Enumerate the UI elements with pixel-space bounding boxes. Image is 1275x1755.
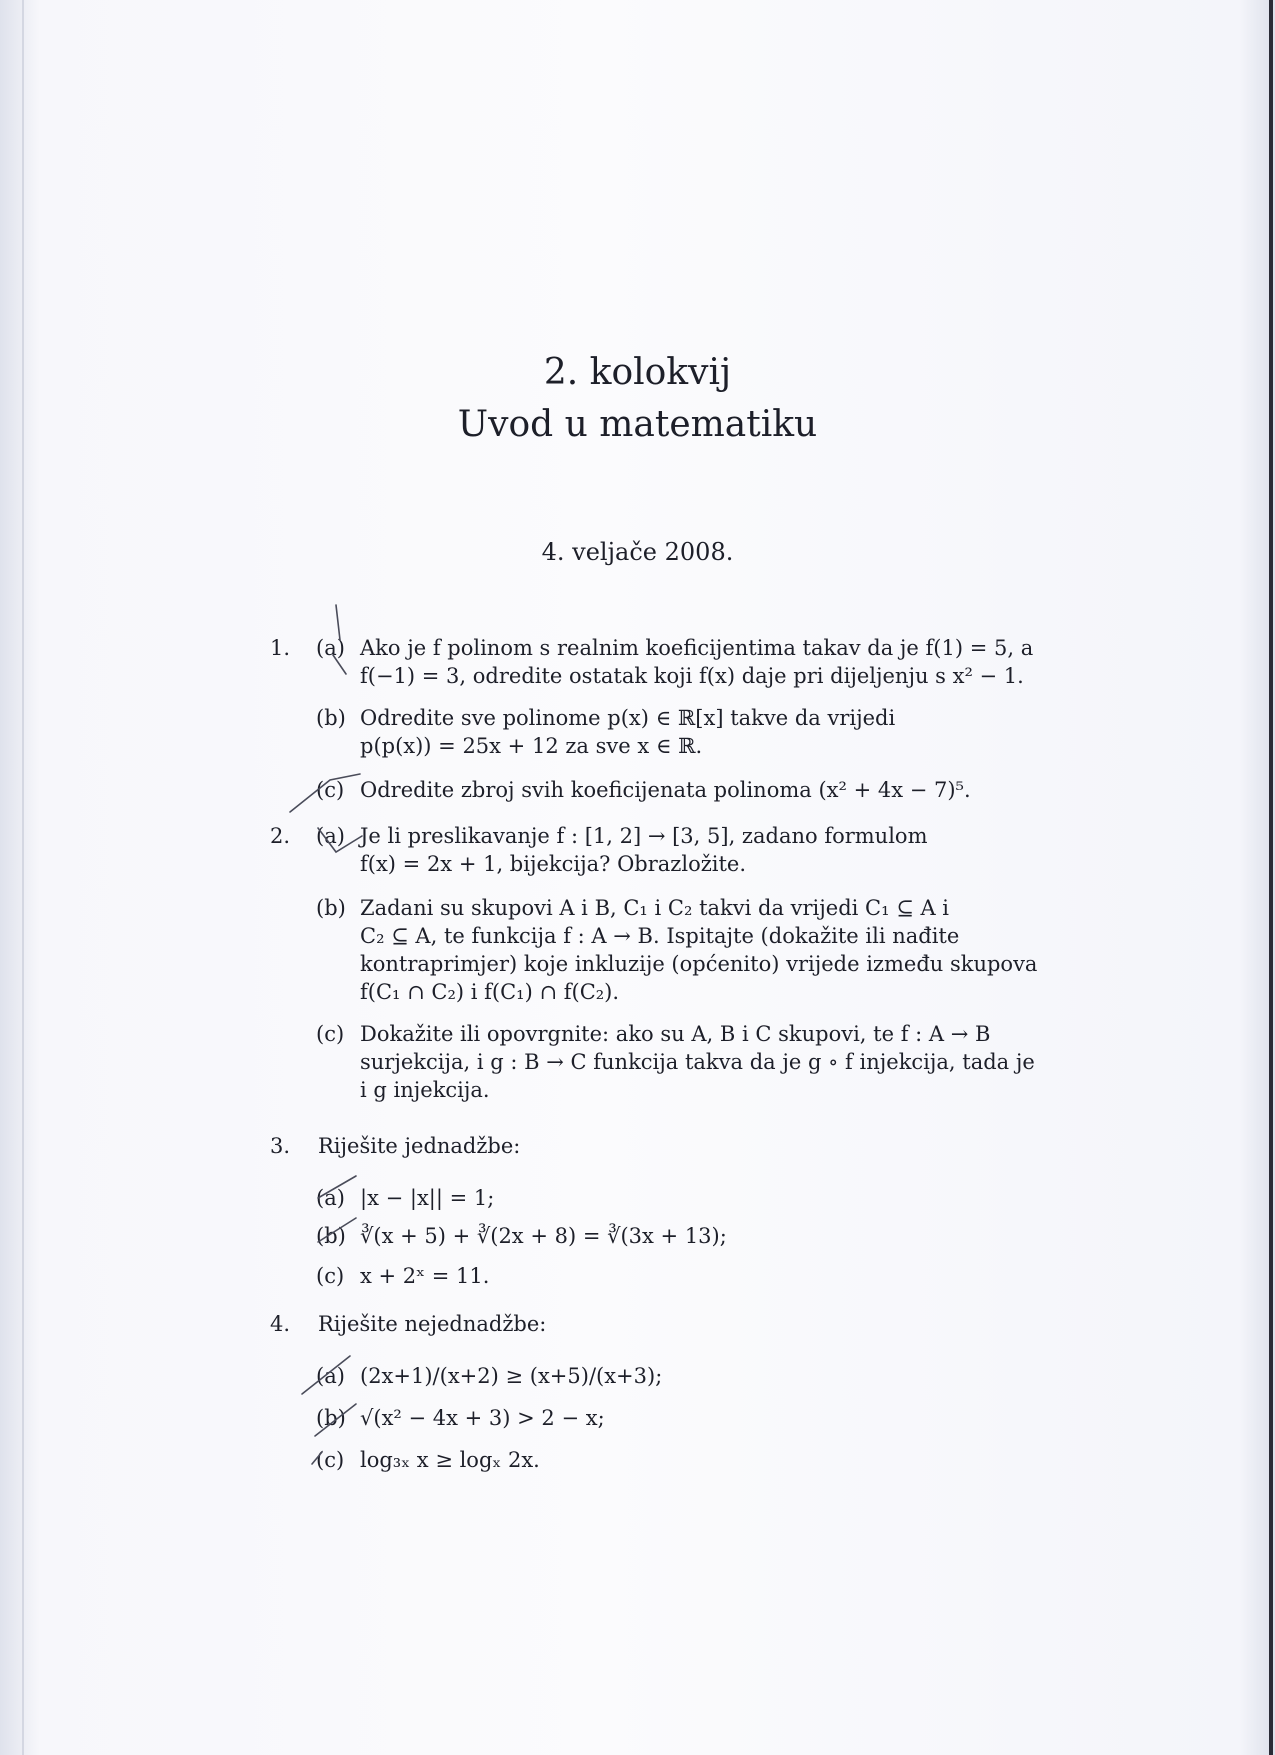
part-label: (b) xyxy=(316,896,346,920)
part-label: (a) xyxy=(316,824,345,848)
part-label: (b) xyxy=(316,1406,346,1430)
part-label: (a) xyxy=(316,1364,345,1388)
part-text: (2x+1)/(x+2) ≥ (x+5)/(x+3); xyxy=(360,1364,663,1388)
part-text: Dokažite ili opovrgnite: ako su A, B i C skupovi, te f : A → B surjekcija, i g : B → C funkcija takva da je g ∘ f injekcija, tada je i g injekcija. xyxy=(360,1022,1035,1102)
page-edge-left xyxy=(22,0,24,1755)
part-text: Odredite sve polinome p(x) ∈ ℝ[x] takve da vrijedi p(p(x)) = 25x + 12 za sve x ∈ ℝ. xyxy=(360,706,896,758)
part-label: (c) xyxy=(316,1022,345,1046)
problem-intro: Riješite nejednadžbe: xyxy=(318,1312,547,1336)
problem-number: 2. xyxy=(270,824,291,848)
course-title: Uvod u matematiku xyxy=(457,404,818,445)
problem-number: 3. xyxy=(270,1134,291,1158)
part-text: |x − |x|| = 1; xyxy=(360,1186,495,1210)
part-text: Zadani su skupovi A i B, C₁ i C₂ takvi da vrijedi C₁ ⊆ A i C₂ ⊆ A, te funkcija f : A → B. Ispitajte (dokažite ili nađite kontraprimjer) koje inkluzije (općenito) vrijede između skupova f(C₁ ∩ C₂) i f(C₁) ∩ f(C₂). xyxy=(360,896,1038,1004)
part-label: (c) xyxy=(316,1264,345,1288)
part-text: Odredite zbroj svih koeficijenata polinoma (x² + 4x − 7)⁵. xyxy=(360,778,971,802)
problem-intro: Riješite jednadžbe: xyxy=(318,1134,521,1158)
problem-number: 4. xyxy=(270,1312,291,1336)
part-label: (a) xyxy=(316,1186,345,1210)
part-text: Ako je f polinom s realnim koeficijentima takav da je f(1) = 5, a f(−1) = 3, odredite ostatak koji f(x) daje pri dijeljenju s x² − 1. xyxy=(360,636,1034,688)
problem-number: 1. xyxy=(270,636,291,660)
page-edge-right xyxy=(1269,0,1273,1755)
part-label: (c) xyxy=(316,778,345,802)
part-label: (b) xyxy=(316,1224,346,1248)
part-text: x + 2ˣ = 11. xyxy=(360,1264,490,1288)
part-label: (b) xyxy=(316,706,346,730)
part-label: (a) xyxy=(316,636,345,660)
exam-title: 2. kolokvij xyxy=(543,352,732,393)
part-text: ∛(x + 5) + ∛(2x + 8) = ∛(3x + 13); xyxy=(360,1224,727,1248)
part-text: Je li preslikavanje f : [1, 2] → [3, 5], zadano formulom f(x) = 2x + 1, bijekcija? Obrazložite. xyxy=(360,824,928,876)
part-text: √(x² − 4x + 3) > 2 − x; xyxy=(360,1406,605,1430)
exam-date: 4. veljače 2008. xyxy=(541,538,734,566)
part-label: (c) xyxy=(316,1448,345,1472)
part-text: log₃ₓ x ≥ logₓ 2x. xyxy=(360,1448,540,1472)
